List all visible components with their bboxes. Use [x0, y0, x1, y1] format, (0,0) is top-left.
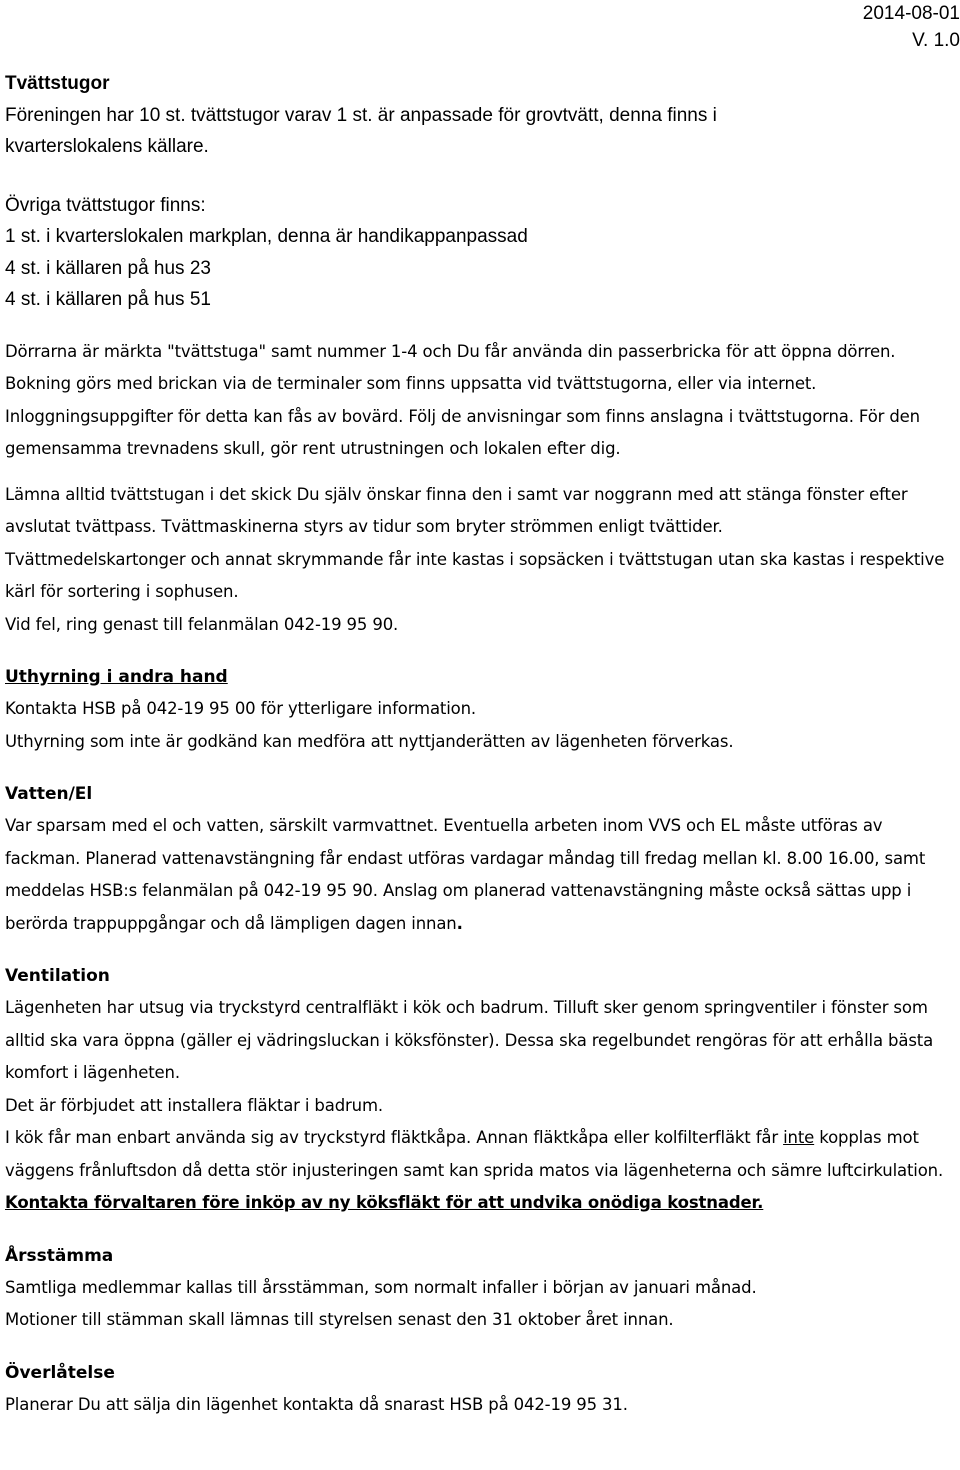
ventilation-contact-notice: Kontakta förvaltaren före inköp av ny köksfläkt för att undvika onödiga kostnader. [5, 1193, 764, 1212]
water-electricity-paragraph [5, 810, 957, 940]
laundry-location-item: 4 st. i källaren på hus 51 [5, 289, 211, 310]
water-electricity-text: Var sparsam med el och vatten, särskilt varmvattnet. Eventuella arbeten inom VVS och EL måste utföras av fackman. Planerad vattenavstängning får endast utföras vardagar måndag till fredag mellan kl. 8.00 16.00, samt meddelas HSB:s felanmälan på 042-19 95 90. Anslag om planerad vattenavstängning måste också sättas upp i berörda trappuppgångar och då lämpligen dagen innan [5, 816, 926, 933]
annual-meeting-line-2: Motioner till stämman skall lämnas till styrelsen senast den 31 oktober året innan. [5, 1310, 674, 1329]
section-heading-overlatelse: Överlåtelse [5, 1362, 115, 1383]
section-uthyrning [5, 661, 957, 758]
laundry-location-item: 4 st. i källaren på hus 23 [5, 257, 211, 279]
laundry-location-item: 1 st. i kvarterslokalen markplan, denna är handikappanpassad [5, 226, 528, 247]
spacer [5, 163, 957, 190]
laundry-leave-paragraph: Lämna alltid tvättstugan i det skick Du själv önskar finna den i samt var noggrann med att stänga fönster efter avslutat tvättpass. Tvättmaskinerna styrs av tidur som bryter strömmen enligt tvättider. [5, 484, 908, 536]
section-heading-vatten-el: Vatten/El [5, 784, 93, 804]
ventilation-text-b: kopplas mot väggens frånluftsdon då detta stör injusteringen samt kan sprida matos via lägenheterna och sämre luftcirkulation. [5, 1128, 944, 1180]
section-heading-arsstamma: Årsstämma [5, 1245, 114, 1266]
ventilation-text-a: I kök får man enbart använda sig av tryckstyrd fläktkåpa. Annan fläktkåpa eller kolfilterfläkt får [5, 1128, 784, 1147]
ventilation-paragraph-2: Det är förbjudet att installera fläktar i badrum. [5, 1095, 383, 1115]
laundry-fault-paragraph: Vid fel, ring genast till felanmälan 042-19 95 90. [5, 614, 399, 634]
ventilation-underlined-inte: inte [783, 1128, 815, 1147]
document-header [660, 0, 960, 54]
intro-line-1: Föreningen har 10 st. tvättstugor varav 1 st. är anpassade för grovtvätt, denna finns i [5, 104, 717, 126]
water-electricity-text-end: . [456, 913, 463, 933]
others-title: Övriga tvättstugor finns: [5, 194, 206, 216]
transfer-line: Planerar Du att sälja din lägenhet kontakta då snarast HSB på 042-19 95 31. [5, 1394, 628, 1414]
section-overlatelse [5, 1357, 957, 1422]
section-title-tvattstugor: Tvättstugor [5, 73, 110, 94]
sublet-contact-line: Kontakta HSB på 042-19 95 00 för ytterligare information. [5, 699, 477, 718]
laundry-waste-paragraph: Tvättmedelskartonger och annat skrymmande får inte kastas i sopsäcken i tvättstugan utan ska kastas i respektive kärl för sortering i sophusen. [5, 549, 945, 601]
section-heading-ventilation: Ventilation [5, 966, 110, 986]
annual-meeting-line-1: Samtliga medlemmar kallas till årsstämman, som normalt infaller i början av januari månad. [5, 1277, 757, 1297]
section-arsstamma [5, 1240, 957, 1337]
section-tvattstugor [5, 68, 957, 316]
section-vatten-el [5, 778, 957, 940]
document-version: V. 1.0 [912, 30, 960, 51]
sublet-warning-line: Uthyrning som inte är godkänd kan medföra att nyttjanderätten av lägenheten förverkas. [5, 731, 734, 751]
section-heading-uthyrning: Uthyrning i andra hand [5, 667, 228, 687]
ventilation-paragraph-3 [5, 1122, 957, 1220]
document-date: 2014-08-01 [862, 3, 960, 24]
document-body [5, 68, 957, 1421]
ventilation-paragraph-1: Lägenheten har utsug via tryckstyrd centralfläkt i kök och badrum. Tilluft sker genom springventiler i fönster som alltid ska vara öppna (gäller ej vädringsluckan i köksfönster). Dessa ska regelbundet rengöras för att erhålla bästa komfort i lägenheten. [5, 998, 934, 1082]
intro-line-2: kvarterslokalens källare. [5, 136, 209, 157]
section-ventilation [5, 960, 957, 1220]
laundry-rules-paragraph: Dörrarna är märkta "tvättstuga" samt nummer 1-4 och Du får använda din passerbricka för att öppna dörren. Bokning görs med brickan via de terminaler som finns uppsatta vid tvättstugorna, eller via internet. Inloggningsuppgifter för detta kan fås av bovärd. Följ de anvisningar som finns anslagna i tvättstugorna. För den gemensamma trevnadens skull, gör rent utrustningen och lokalen efter dig. [5, 341, 920, 458]
